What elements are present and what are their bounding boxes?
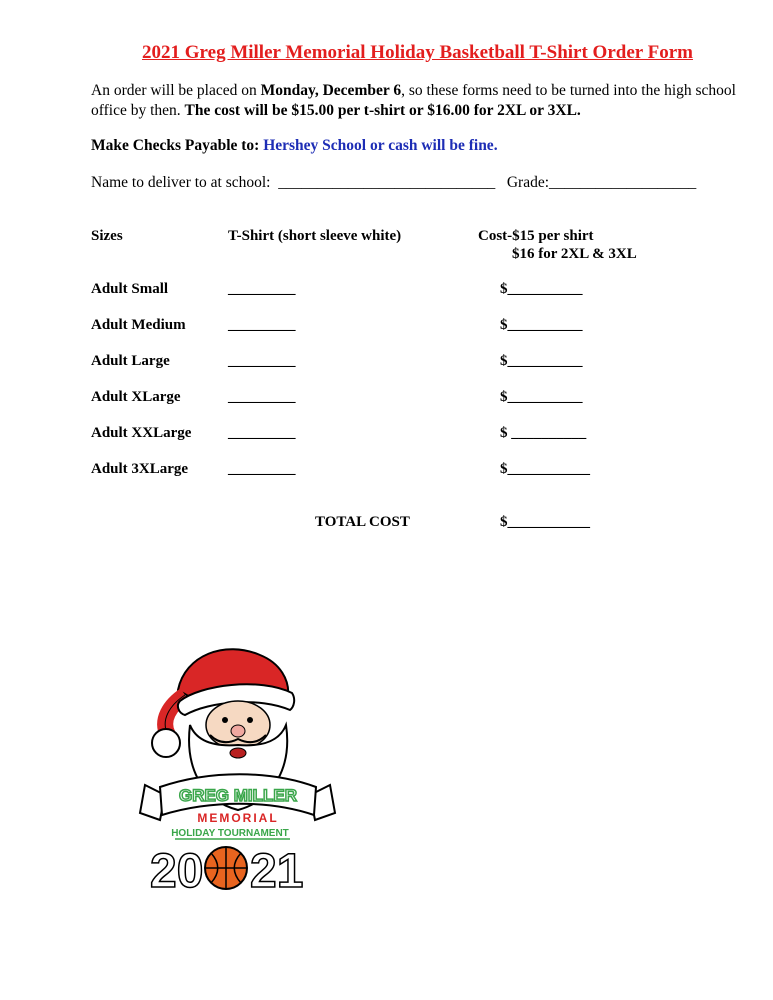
size-label: Adult XXLarge <box>91 425 192 441</box>
cost-blank-large[interactable]: $__________ <box>500 353 583 369</box>
payable-label: Make Checks Payable to: <box>91 137 264 154</box>
order-date: Monday, December 6 <box>260 82 402 99</box>
header-sizes: Sizes <box>91 228 123 244</box>
cost-blank-small[interactable]: $__________ <box>500 281 583 297</box>
logo-line3: HOLIDAY TOURNAMENT <box>171 828 289 839</box>
santa-basketball-logo <box>130 635 345 895</box>
order-info-paragraph <box>91 81 741 121</box>
cost-statement: The cost will be $15.00 per t-shirt or $16.00 for 2XL or 3XL. <box>184 102 581 119</box>
header-cost-line1: Cost-$15 per shirt <box>478 228 594 244</box>
qty-blank-xxlarge[interactable]: _________ <box>228 425 296 441</box>
logo-year-left: 20 <box>150 845 204 895</box>
qty-blank-xlarge[interactable]: _________ <box>228 389 296 405</box>
qty-blank-large[interactable]: _________ <box>228 353 296 369</box>
qty-blank-3xlarge[interactable]: _________ <box>228 461 296 477</box>
size-label: Adult Large <box>91 353 170 369</box>
header-tshirt: T-Shirt (short sleeve white) <box>228 228 402 244</box>
size-label: Adult Medium <box>91 317 186 333</box>
total-cost-label: TOTAL COST <box>315 514 410 530</box>
cost-blank-3xlarge[interactable]: $___________ <box>500 461 590 477</box>
logo-year-right: 21 <box>250 845 304 895</box>
size-label: Adult XLarge <box>91 389 181 405</box>
page-title: 2021 Greg Miller Memorial Holiday Basketball T-Shirt Order Form <box>142 42 693 63</box>
header-cost-line2: $16 for 2XL & 3XL <box>512 246 637 262</box>
size-label: Adult 3XLarge <box>91 461 189 477</box>
cost-blank-xxlarge[interactable]: $ __________ <box>500 425 587 441</box>
cost-blank-medium[interactable]: $__________ <box>500 317 583 333</box>
logo-line2: MEMORIAL <box>197 811 279 825</box>
intro-pre: An order will be placed on <box>91 82 261 99</box>
intro-mid: , so these forms need to be turned into the high school office by then. <box>91 82 736 119</box>
payable-line <box>91 136 741 156</box>
qty-blank-medium[interactable]: _________ <box>228 317 296 333</box>
qty-blank-small[interactable]: _________ <box>228 281 296 297</box>
cost-blank-xlarge[interactable]: $__________ <box>500 389 583 405</box>
logo-line1: GREG MILLER <box>178 786 298 805</box>
payable-value: Hershey School or cash will be fine. <box>263 137 498 154</box>
size-label: Adult Small <box>91 281 169 297</box>
total-cost-blank[interactable]: $___________ <box>500 514 590 530</box>
deliver-line[interactable]: Name to deliver to at school: ____________________________ Grade:___________________ <box>91 174 697 191</box>
